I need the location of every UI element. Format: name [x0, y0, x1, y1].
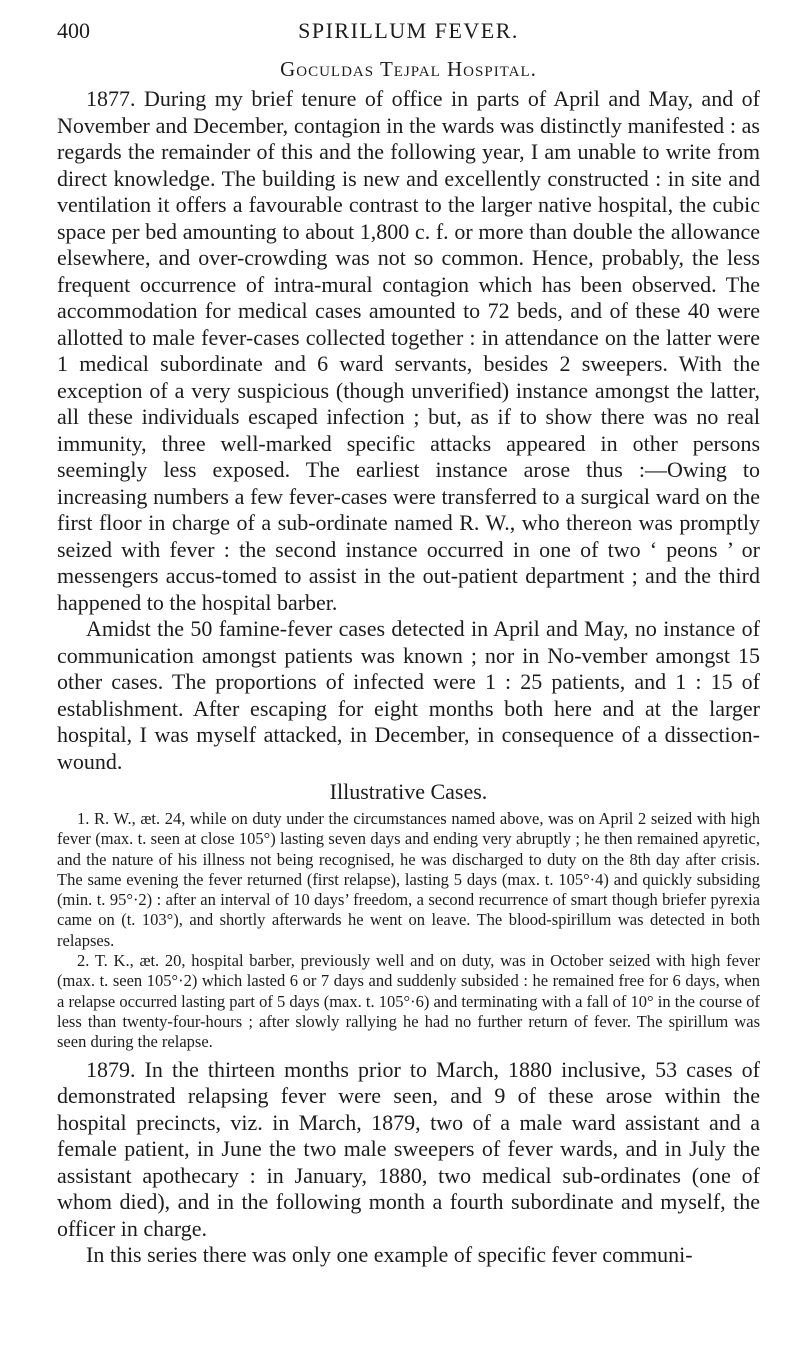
- running-head: [57, 18, 760, 54]
- paragraph-famine-fever: Amidst the 50 famine-fever cases detected in April and May, no instance of communication amongst patients was known ; nor in No-vember amongst 15 other cases. The proportions of infected were 1 : 25 patients, and 1 : 15 of establishment. After escaping for eight months both here and at the larger hospital, I was myself attacked, in December, in consequence of a dissection-wound.: [57, 616, 760, 774]
- section-heading: Goculdas Tejpal Hospital.: [280, 57, 537, 81]
- paragraph-1877: 1877. During my brief tenure of office in parts of April and May, and of November and December, contagion in the wards was distinctly manifested : as regards the remainder of this and the following year, I am unable to write from direct knowledge. The building is new and excellently constructed : in site and ventilation it offers a favourable contrast to the larger native hospital, the cubic space per bed amounting to about 1,800 c. f. or more than double the allowance elsewhere, and over-crowding was not so common. Hence, probably, the less frequent occurrence of intra-mural contagion which has been observed. The accommodation for medical cases amounted to 72 beds, and of these 40 were allotted to male fever-cases collected together : in attendance on the latter were 1 medical subordinate and 6 ward servants, besides 2 sweepers. With the exception of a very suspicious (though unverified) instance amongst the latter, all these individuals escaped infection ; but, as if to show there was no real immunity, three well-marked specific attacks appeared in other persons seemingly less exposed. The earliest instance arose thus :—Owing to increasing numbers a few fever-cases were transferred to a surgical ward on the first floor in charge of a sub-ordinate named R. W., who thereon was promptly seized with fever : the second instance occurred in one of two ‘ peons ’ or messengers accus-tomed to assist in the out-patient department ; and the third happened to the hospital barber.: [57, 86, 760, 615]
- paragraph-series: In this series there was only one example of specific fever communi-: [86, 1242, 693, 1268]
- case-1: 1. R. W., æt. 24, while on duty under the circumstances named above, was on April 2 seized with high fever (max. t. seen at close 105°) lasting seven days and ending very abruptly ; he then remained apyretic, and the nature of his illness not being recognised, he was discharged to duty on the 8th day after crisis. The same evening the fever returned (first relapse), lasting 5 days (max. t. 105°·4) and quickly subsiding (min. t. 95°·2) : after an interval of 10 days’ freedom, a second recurrence of smart though briefer pyrexia came on (t. 103°), and shortly afterwards he went on leave. The blood-spirillum was detected in both relapses.: [57, 809, 760, 950]
- book-page: [57, 18, 760, 1269]
- page-number: 400: [57, 18, 90, 43]
- illustrative-cases-heading: Illustrative Cases.: [329, 779, 488, 804]
- running-title: SPIRILLUM FEVER.: [298, 18, 519, 43]
- paragraph-1879: 1879. In the thirteen months prior to March, 1880 inclusive, 53 cases of demonstrated relapsing fever were seen, and 9 of these arose within the hospital precincts, viz. in March, 1879, two of a male ward assistant and a female patient, in June the two male sweepers of fever wards, and in July the assistant apothecary : in January, 1880, two medical sub-ordinates (one of whom died), and in the following month a fourth subordinate and myself, the officer in charge.: [57, 1056, 760, 1241]
- case-2: 2. T. K., æt. 20, hospital barber, previously well and on duty, was in October seized with high fever (max. t. seen 105°·2) which lasted 6 or 7 days and suddenly subsided : he remained free for 6 days, when a relapse occurred lasting part of 5 days (max. t. 105°·6) and terminating with a fall of 10° in the course of less than twenty-four-hours ; after slowly rallying he had no further return of fever. The spirillum was seen during the relapse.: [57, 951, 760, 1052]
